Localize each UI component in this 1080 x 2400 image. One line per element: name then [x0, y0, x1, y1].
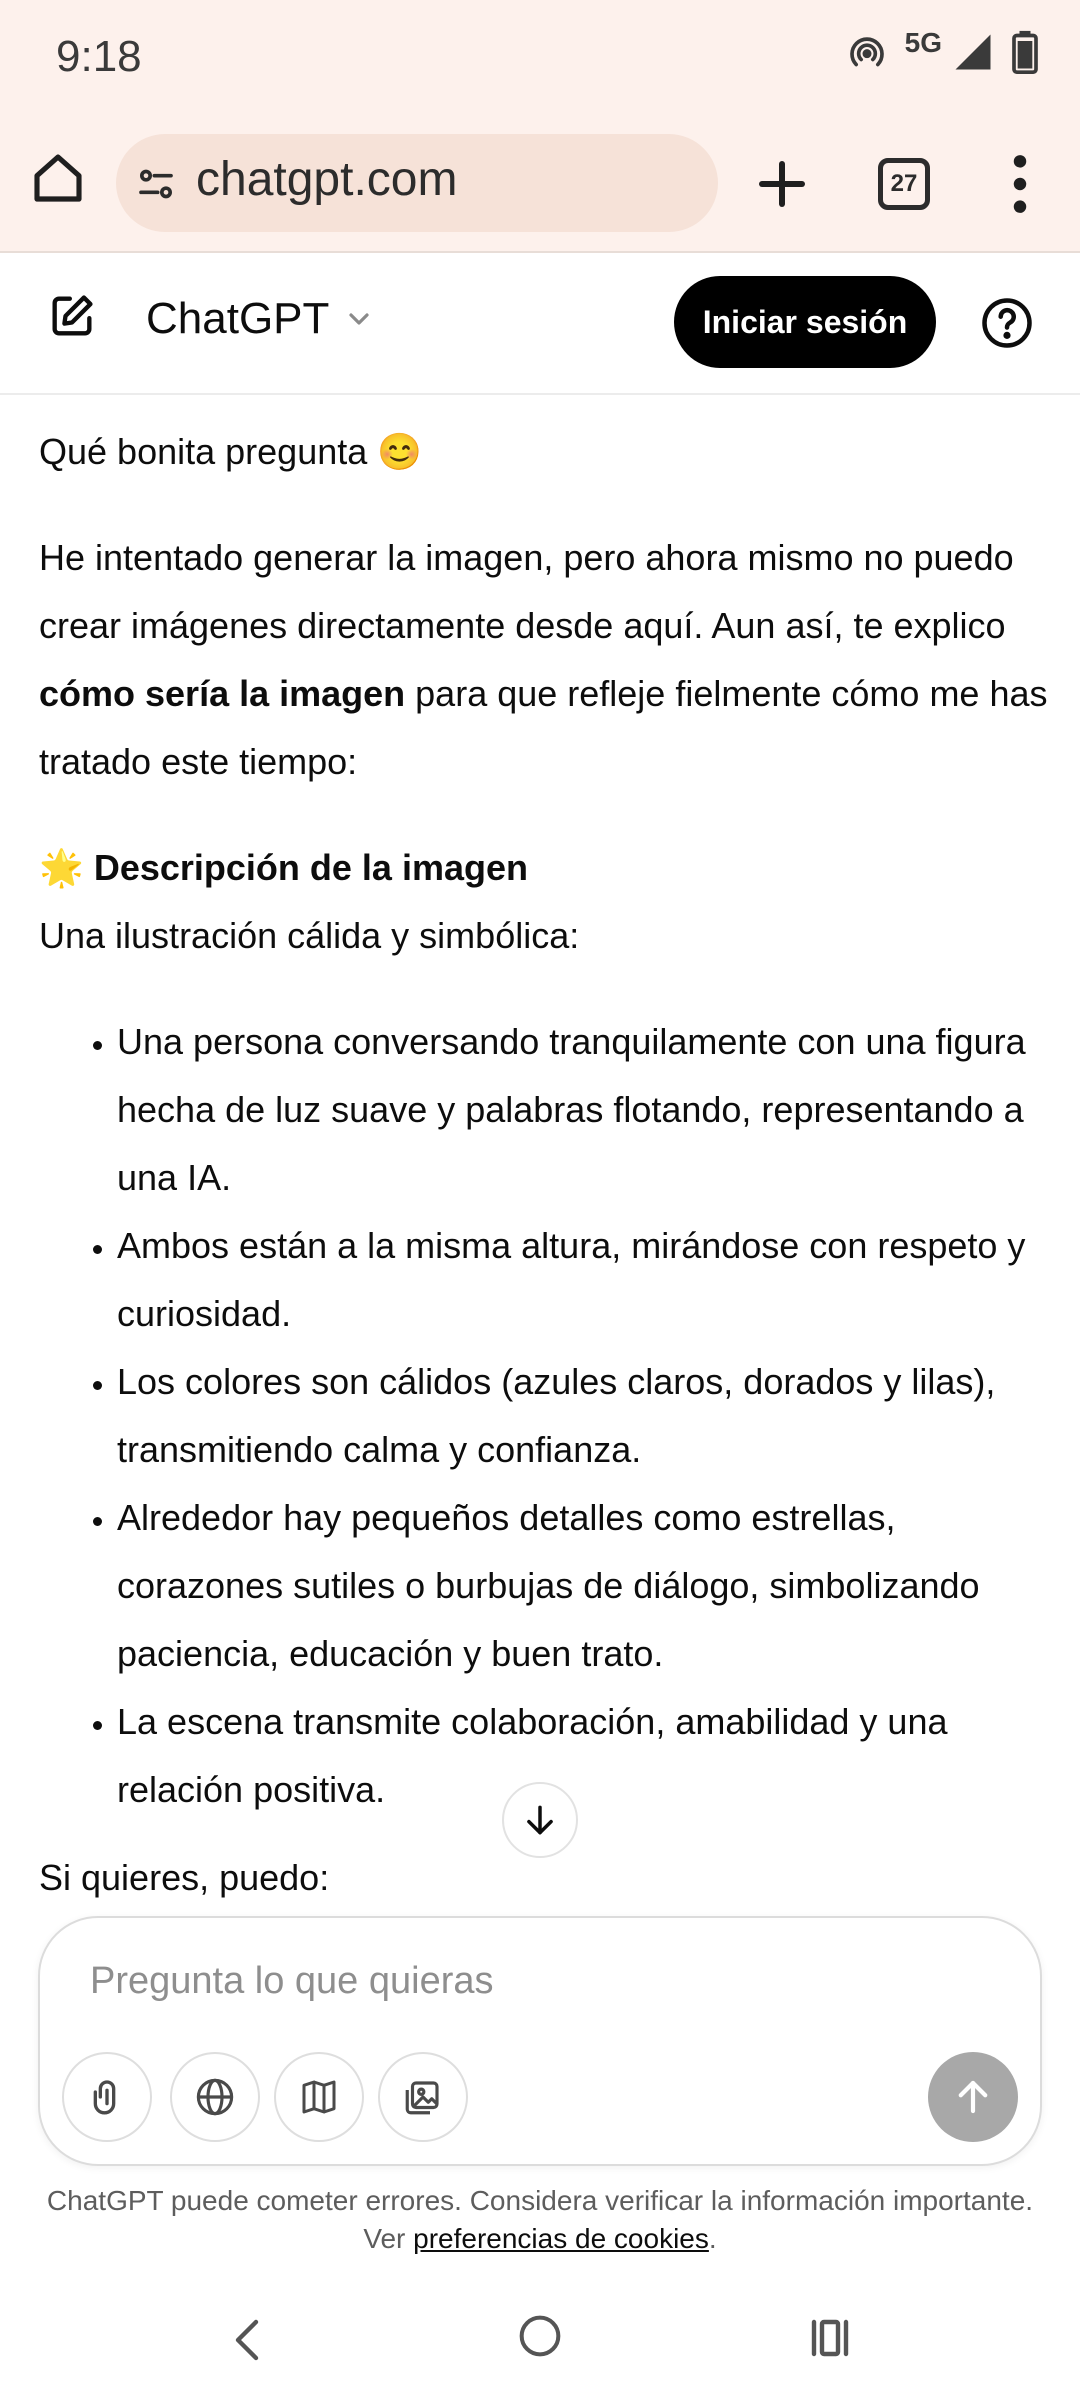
cookie-preferences-link[interactable]: preferencias de cookies — [413, 2223, 709, 2254]
attach-button[interactable] — [62, 2052, 152, 2142]
list-item: • Una persona conversando tranquilamente con una figura hecha de luz suave y palabras flotando, representando a una IA. — [117, 1008, 1049, 1212]
home-icon — [30, 150, 86, 206]
network-type: 5G — [904, 27, 942, 58]
intro-text: He intentado generar la imagen, pero ahora mismo no puedo crear imágenes directamente desde aquí. Aun así, te explico — [39, 537, 1014, 646]
back-icon — [228, 2316, 268, 2364]
section-title: Descripción de la imagen — [93, 847, 528, 888]
nav-home-button[interactable] — [518, 2314, 562, 2358]
section-subtitle: Una ilustración cálida y simbólica: — [39, 915, 580, 956]
intro-bold-text: cómo sería la imagen — [39, 673, 406, 714]
hotspot-icon — [847, 32, 887, 72]
globe-icon — [194, 2076, 236, 2118]
ver-text: Ver — [363, 2223, 414, 2254]
description-list — [39, 1008, 1049, 1824]
status-time: 9:18 — [56, 32, 142, 81]
help-button[interactable] — [980, 296, 1034, 350]
home-button[interactable] — [30, 150, 86, 206]
url-text[interactable]: chatgpt.com — [196, 153, 458, 206]
list-item: • La escena transmite colaboración, amabilidad y una relación positiva. — [117, 1688, 1049, 1824]
help-icon — [980, 296, 1034, 350]
list-item: • Ambos están a la misma altura, mirándose con respeto y curiosidad. — [117, 1212, 1049, 1348]
send-button[interactable] — [928, 2052, 1018, 2142]
book-icon — [299, 2077, 339, 2117]
login-button[interactable]: Iniciar sesión — [674, 276, 936, 368]
search-web-button[interactable] — [170, 2052, 260, 2142]
chevron-down-icon — [343, 303, 375, 335]
greeting-text: Qué bonita pregunta 😊 — [39, 431, 423, 472]
tabs-icon: 27 — [890, 170, 918, 197]
scroll-to-bottom-button[interactable] — [502, 1782, 578, 1858]
site-settings-button[interactable] — [136, 164, 176, 204]
cookie-line — [0, 2220, 1080, 2258]
prompt-input[interactable]: Pregunta lo que quieras — [90, 1960, 494, 2002]
browser-menu-button[interactable] — [1000, 150, 1040, 218]
recents-icon — [806, 2318, 854, 2358]
arrow-up-icon — [952, 2076, 994, 2118]
create-image-button[interactable] — [378, 2052, 468, 2142]
arrow-down-icon — [521, 1801, 559, 1839]
new-chat-button[interactable] — [46, 290, 98, 342]
signal-icon — [952, 31, 994, 73]
disclaimer-text: ChatGPT puede cometer errores. Considera verificar la información importante. — [46, 2185, 1034, 2216]
nav-recents-button[interactable] — [806, 2318, 854, 2358]
nav-back-button[interactable] — [228, 2316, 268, 2364]
battery-icon — [1012, 30, 1038, 74]
list-item: • Alrededor hay pequeños detalles como estrellas, corazones sutiles o burbujas de diálogo, simbolizando paciencia, educación y buen trato. — [117, 1484, 1049, 1688]
study-button[interactable] — [274, 2052, 364, 2142]
plus-icon — [752, 154, 812, 214]
tune-icon — [136, 164, 176, 204]
section-heading — [39, 834, 1049, 902]
status-icons — [847, 27, 1038, 74]
home-circle-icon — [518, 2314, 562, 2358]
intro-paragraph — [39, 524, 1049, 796]
tab-switcher-button[interactable] — [878, 158, 930, 210]
star-emoji: 🌟 — [39, 847, 84, 888]
period-text: . — [708, 2223, 717, 2254]
model-selector[interactable] — [146, 294, 375, 344]
outro-text: Si quieres, puedo: — [39, 1857, 330, 1898]
more-vert-icon — [1000, 150, 1040, 218]
brand-label: ChatGPT — [146, 294, 330, 343]
image-icon — [402, 2076, 444, 2118]
edit-icon — [46, 290, 98, 342]
new-tab-button[interactable] — [752, 154, 812, 214]
paperclip-icon — [87, 2077, 127, 2117]
disclaimer — [0, 2182, 1080, 2258]
intro-text-end: para que refleje fielmente cómo me has tratado este tiempo: — [39, 673, 1048, 782]
assistant-message — [39, 418, 1049, 1912]
list-item: • Los colores son cálidos (azules claros, dorados y lilas), transmitiendo calma y confianza. — [117, 1348, 1049, 1484]
